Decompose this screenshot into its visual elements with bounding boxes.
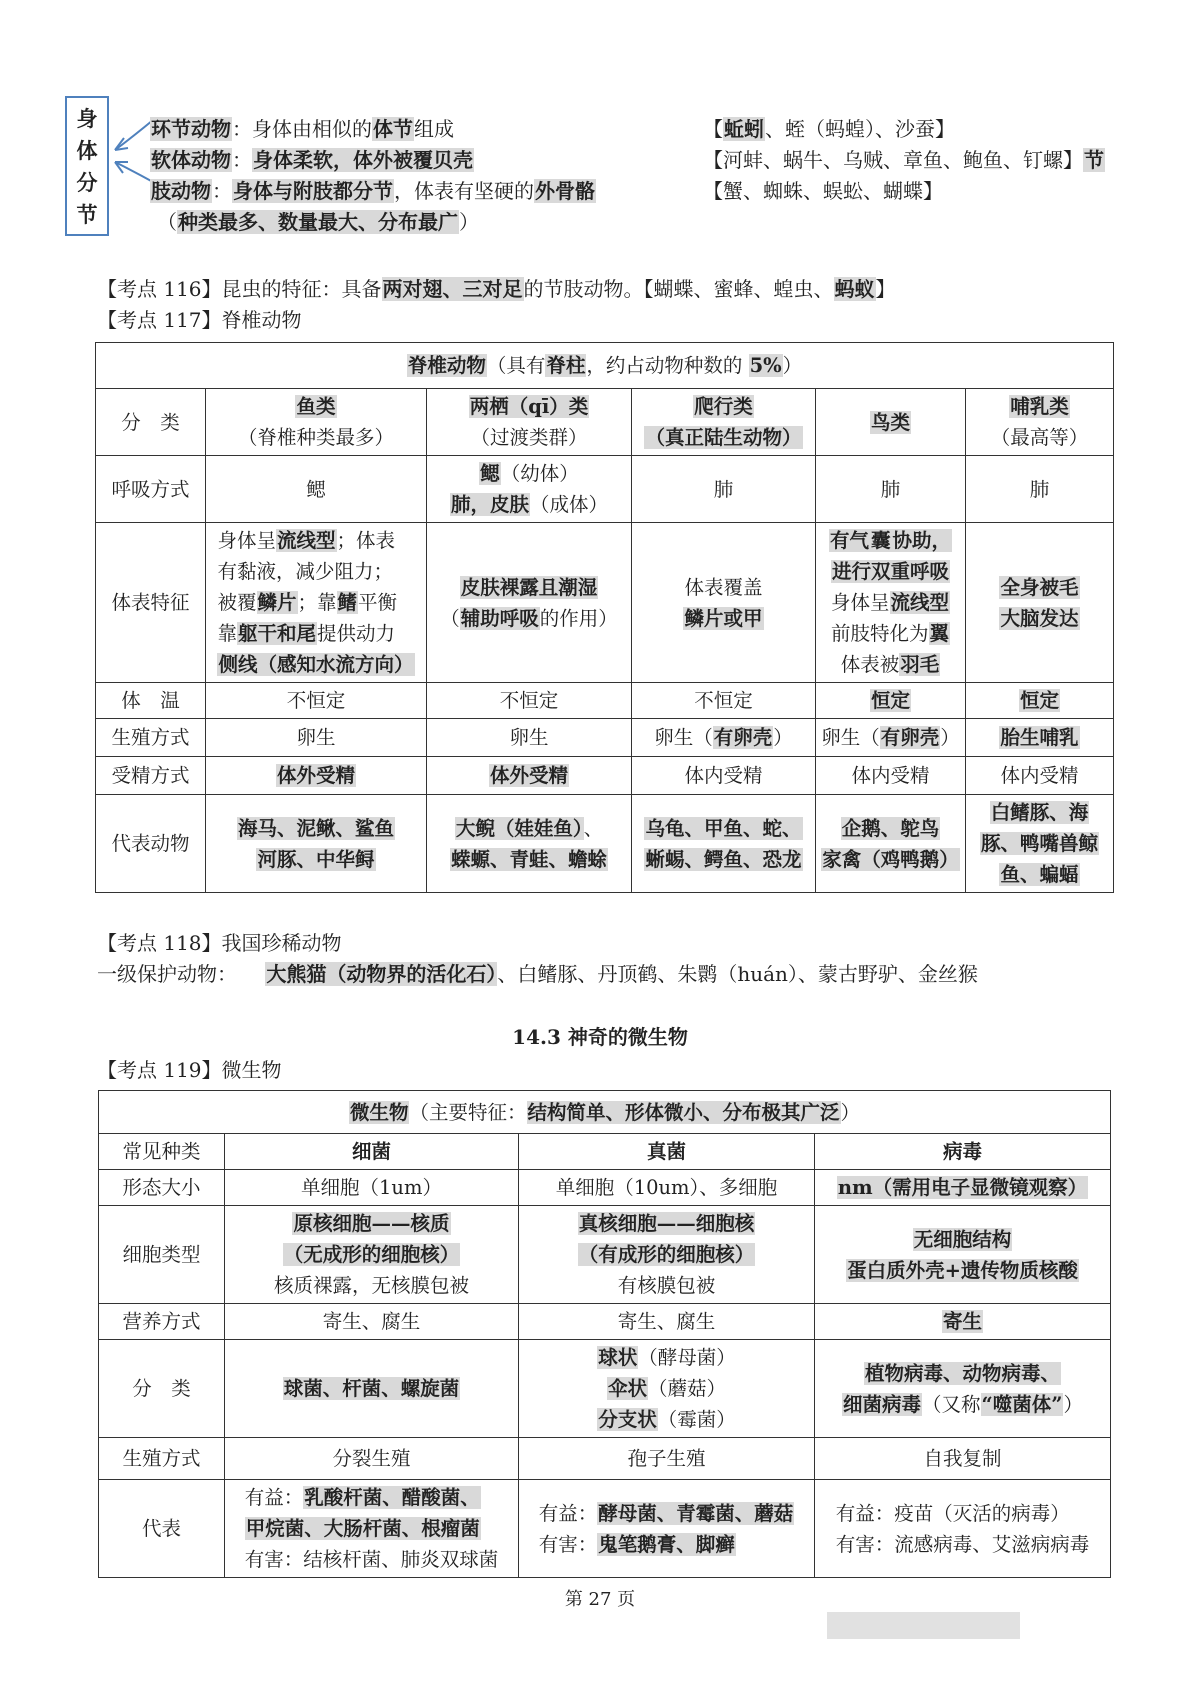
annelid-line — [150, 113, 454, 142]
table-row — [96, 757, 1114, 795]
title-part: 微生物 — [349, 1100, 409, 1124]
amphibian-breath — [427, 456, 632, 523]
bird-repro — [816, 719, 966, 757]
cell-part: 流线型 — [890, 591, 950, 614]
grey-bar — [827, 1612, 1020, 1639]
arthropod-line — [150, 175, 596, 204]
mammal-name: 哺乳类 — [1010, 395, 1069, 418]
protected-key: 大熊猫（动物界的活化石） — [266, 962, 497, 986]
fungi-nutrition: 寄生、腐生 — [519, 1304, 815, 1340]
cell-part: （霉菌） — [657, 1408, 736, 1431]
bird-breath: 肺 — [816, 456, 966, 523]
arthropod-desc-b: ，体表有坚硬的 — [394, 179, 534, 203]
cell-part: 分支状 — [598, 1408, 657, 1431]
cell-part: 鳃 — [480, 462, 500, 485]
table-row — [99, 1091, 1111, 1134]
amphibian-temp: 不恒定 — [427, 683, 632, 719]
cell-part: 有卵壳 — [713, 726, 773, 749]
cell-part: 病毒 — [942, 1140, 982, 1163]
cell-part: 原核细胞——核质 — [293, 1212, 450, 1235]
fish-fert — [206, 757, 427, 795]
title-part: 结构简单、形体微小、分布极其广泛 — [527, 1100, 840, 1124]
fungi-repro: 孢子生殖 — [519, 1438, 815, 1480]
bird-fert: 体内受精 — [816, 757, 966, 795]
cell-part: 细菌病毒 — [843, 1392, 922, 1416]
reptile-fert: 体内受精 — [632, 757, 816, 795]
vertebrate-table — [95, 342, 1114, 893]
cell-part: 有气 — [829, 529, 869, 552]
fish-repro: 卵生 — [206, 719, 427, 757]
arthropod-name: 肢动物 — [151, 179, 211, 203]
microbe-table — [98, 1090, 1111, 1578]
row-label: 生殖方式 — [99, 1438, 225, 1480]
cell-part: （幼体） — [500, 462, 579, 485]
bacteria-repro: 分裂生殖 — [225, 1438, 519, 1480]
fish-temp: 不恒定 — [206, 683, 427, 719]
mammal-repro — [966, 719, 1114, 757]
table-row — [99, 1170, 1111, 1206]
table-row — [99, 1480, 1111, 1578]
cell-part: 靠 — [217, 622, 237, 645]
arthropod-note — [157, 206, 479, 235]
box-char: 节 — [76, 202, 98, 227]
cell-part: 海马、泥鳅、鲨鱼 — [237, 816, 394, 840]
protected-rest: 、白鳍豚、丹顶鹤、朱鹮（huán）、蒙古野驴、金丝猴 — [497, 962, 978, 986]
cell-part: 侧线（感知水流方向） — [218, 653, 414, 676]
title-part: 脊柱 — [546, 354, 586, 377]
bird-temp — [816, 683, 966, 719]
title-part: ，约占动物种数的 — [586, 354, 749, 377]
bacteria-rep — [225, 1480, 519, 1578]
cell-part: 乳酸杆菌、醋酸菌、 — [304, 1486, 480, 1509]
cell-part: 有益： — [244, 1486, 304, 1509]
mammal-fert: 体内受精 — [966, 757, 1114, 795]
cell-part: （有成形的细胞核） — [578, 1243, 755, 1266]
cell-part: 豚、鸭嘴兽鲸 — [980, 832, 1098, 855]
cell-part: 全身被毛 — [1000, 575, 1079, 599]
reptile-name: 爬行类 — [694, 395, 753, 418]
cell-part: 植物病毒、动物病毒、 — [864, 1361, 1060, 1385]
cell-part: 蛋白质外壳+遗传物质核酸 — [847, 1258, 1078, 1282]
amphibian-note: （过渡类群） — [470, 426, 588, 449]
kp118-text: 我国珍稀动物 — [221, 931, 342, 955]
cell-part: 恒定 — [870, 689, 910, 712]
cell-part: 有害： — [538, 1532, 598, 1556]
mollusk-examples-text: 【河蚌、蜗牛、乌贼、章鱼、鲍鱼、钉螺】 — [703, 148, 1083, 172]
kp117-line — [97, 304, 302, 333]
kp119-line — [97, 1054, 282, 1083]
microbe-title — [99, 1091, 1111, 1134]
row-label: 体表特征 — [96, 523, 206, 683]
kp117-label: 【考点 117】 — [97, 308, 222, 332]
kp117-text: 脊椎动物 — [221, 308, 302, 332]
cell-part: ） — [940, 726, 960, 749]
kp116-key2: 蚂蚁 — [834, 277, 875, 301]
fungi-cell — [519, 1206, 815, 1304]
fungi-name — [519, 1134, 815, 1170]
fish-body — [206, 523, 427, 683]
cell-part: 胎生哺乳 — [1000, 726, 1079, 749]
virus-size — [815, 1170, 1111, 1206]
cell-part: 有益：疫苗（灭活的病毒） — [835, 1501, 1070, 1525]
row-label: 代表动物 — [96, 795, 206, 893]
reptile-breath: 肺 — [632, 456, 816, 523]
reptile-note: （真正陆生动物） — [645, 426, 802, 449]
table-row — [96, 343, 1114, 389]
virus-cell — [815, 1206, 1111, 1304]
cell-part: 协助， — [892, 529, 952, 552]
mammal-rep — [966, 795, 1114, 893]
title-part: （主要特征： — [409, 1100, 527, 1124]
cell-part: 体外受精 — [489, 764, 568, 787]
reptile-rep — [632, 795, 816, 893]
cell-part: 被覆 — [217, 591, 257, 614]
fungi-size: 单细胞（10um）、多细胞 — [519, 1170, 815, 1206]
vertebrate-title — [96, 343, 1114, 389]
amphibian-name: 两栖（qī）类 — [469, 395, 589, 418]
cell-part: （又称 — [922, 1392, 981, 1416]
row-label: 常见种类 — [99, 1134, 225, 1170]
cell-part: 河豚、中华鲟 — [257, 847, 375, 871]
amphibian-body — [427, 523, 632, 683]
cell-part: （酵母菌） — [638, 1346, 736, 1369]
cell-part: 体外受精 — [276, 764, 355, 787]
cell-part: 无细胞结构 — [913, 1227, 1012, 1251]
row-label: 生殖方式 — [96, 719, 206, 757]
amphibian-repro: 卵生 — [427, 719, 632, 757]
cell-part: 酵母菌、青霉菌、蘑菇 — [598, 1501, 794, 1525]
virus-rep — [815, 1480, 1111, 1578]
cell-part: 有黏液，减少阻力； — [217, 560, 393, 583]
cell-part: 鳞片 — [257, 591, 297, 614]
bird-body — [816, 523, 966, 683]
cell-part: 辅助呼吸 — [460, 606, 539, 630]
cell-part: 白鳍豚、海 — [990, 801, 1089, 824]
cell-part: nm（需用电子显微镜观察） — [837, 1176, 1088, 1199]
cell-part: 有核膜包被 — [617, 1274, 716, 1297]
cell-part: 球菌、杆菌、螺旋菌 — [283, 1377, 460, 1400]
cell-part: 体表覆盖 — [684, 575, 763, 599]
table-row — [99, 1304, 1111, 1340]
reptile-header — [632, 389, 816, 456]
cell-part: （ — [440, 606, 460, 630]
cell-part: 有益： — [538, 1501, 598, 1525]
cell-part: 有害：结核杆菌、肺炎双球菌 — [244, 1548, 499, 1571]
kp118-label: 【考点 118】 — [97, 931, 222, 955]
kp119-text: 微生物 — [221, 1058, 282, 1082]
protected-label: 一级保护动物： — [97, 962, 237, 986]
mammal-note: （最高等） — [990, 426, 1089, 449]
cell-part: 寄生 — [942, 1310, 982, 1333]
title-part: 5% — [749, 354, 782, 377]
cell-part: 进行双重呼吸 — [831, 560, 949, 583]
cell-part: 翼 — [929, 622, 950, 645]
cell-part: 平衡 — [358, 591, 398, 614]
cell-part: 蝾螈、青蛙、蟾蜍 — [450, 847, 607, 871]
table-row — [96, 456, 1114, 523]
cell-part: 大脑发达 — [1000, 606, 1079, 630]
table-row — [99, 1134, 1111, 1170]
virus-class — [815, 1340, 1111, 1438]
table-row — [96, 523, 1114, 683]
kp116-label: 【考点 116】 — [97, 277, 222, 301]
row-label: 分 类 — [96, 389, 206, 456]
cell-part: 的作用） — [539, 606, 618, 630]
cell-part: 企鹅、鸵鸟 — [841, 816, 940, 840]
table-row — [96, 389, 1114, 456]
title-part: （具有 — [486, 354, 546, 377]
bacteria-nutrition: 寄生、腐生 — [225, 1304, 519, 1340]
cell-part: 肺，皮肤 — [450, 493, 529, 516]
box-char: 体 — [76, 138, 98, 163]
cell-part: 恒定 — [1019, 689, 1059, 712]
virus-nutrition — [815, 1304, 1111, 1340]
cell-part: 皮肤裸露且潮湿 — [460, 575, 598, 599]
row-label: 体 温 — [96, 683, 206, 719]
table-row — [96, 683, 1114, 719]
mammal-body — [966, 523, 1114, 683]
arthropod-examples: 【蟹、蜘蛛、蜈蚣、蝴蝶】 — [703, 179, 943, 203]
row-label: 代表 — [99, 1480, 225, 1578]
cell-part: 乌龟、甲鱼、蛇、 — [645, 816, 802, 840]
table-row — [99, 1340, 1111, 1438]
kp116-text: 昆虫的特征：具备 — [221, 277, 382, 301]
cell-part: 提供动力 — [317, 622, 396, 645]
cell-part: 鱼、蝙蝠 — [1000, 863, 1079, 886]
cell-part: 鳞片或甲 — [684, 606, 763, 630]
annelid-examples: 【蚯蚓、蛭（蚂蝗）、沙蚕】 — [703, 117, 955, 141]
row-label: 营养方式 — [99, 1304, 225, 1340]
virus-name — [815, 1134, 1111, 1170]
kp116-text-b: 的节肢动物。【蝴蝶、蜜蜂、蝗虫、 — [523, 277, 834, 301]
mammal-temp — [966, 683, 1114, 719]
bacteria-name — [225, 1134, 519, 1170]
reptile-body — [632, 523, 816, 683]
fungi-rep — [519, 1480, 815, 1578]
kp118-line — [97, 927, 342, 956]
cell-part: （无成形的细胞核） — [283, 1243, 460, 1266]
table-row — [96, 795, 1114, 893]
arthropod-key: 外骨骼 — [535, 179, 595, 203]
cell-part: 甲烷菌、大肠杆菌、根瘤菌 — [245, 1517, 480, 1540]
cell-part: 细菌 — [351, 1140, 391, 1163]
title-part: 脊椎动物 — [407, 354, 486, 377]
kp116-line — [97, 273, 896, 302]
cell-part: 核质裸露，无核膜包被 — [273, 1274, 469, 1297]
cell-part: 前肢特化为 — [830, 622, 929, 645]
fish-note: （脊椎种类最多） — [237, 426, 394, 449]
annelid-key: 体节 — [373, 117, 413, 141]
bird-rep — [816, 795, 966, 893]
cell-part: （成体） — [530, 493, 609, 516]
bacteria-size: 单细胞（1um） — [225, 1170, 519, 1206]
annelid-name: 环节动物 — [151, 117, 231, 141]
mollusk-examples — [703, 144, 1105, 173]
bird-header — [816, 389, 966, 456]
cell-part: 身体呈 — [830, 591, 890, 614]
cell-part: 家禽（鸡鸭鹅） — [822, 847, 959, 871]
kp116-text-c: 】 — [875, 277, 896, 301]
body-segment-box — [65, 96, 109, 236]
cell-part: 体表被 — [840, 653, 900, 676]
annelid-desc-end: 组成 — [414, 117, 454, 141]
amphibian-header — [427, 389, 632, 456]
row-label: 受精方式 — [96, 757, 206, 795]
bacteria-class — [225, 1340, 519, 1438]
fungi-class — [519, 1340, 815, 1438]
title-part: ） — [782, 354, 803, 377]
kp118-protected — [97, 958, 978, 987]
page-number: 第 27 页 — [564, 1589, 636, 1610]
cell-part: ；体表 — [336, 529, 396, 552]
mollusk-desc: 身体柔软，体外被覆贝壳 — [253, 148, 473, 172]
virus-repro: 自我复制 — [815, 1438, 1111, 1480]
cell-part: 躯干和尾 — [238, 622, 317, 645]
mammal-breath: 肺 — [966, 456, 1114, 523]
table-row — [99, 1206, 1111, 1304]
note-close: ） — [459, 210, 479, 234]
row-label: 呼吸方式 — [96, 456, 206, 523]
fish-header — [206, 389, 427, 456]
note-open: （ — [157, 210, 177, 234]
cell-part: 、 — [583, 816, 604, 840]
cell-part: ；靠 — [297, 591, 337, 614]
mollusk-line — [150, 144, 474, 173]
arthropod-desc: 身体与附肢都分节 — [233, 179, 393, 203]
section-title: 14.3 神奇的微生物 — [512, 1025, 688, 1049]
cell-part: 球状 — [598, 1346, 638, 1369]
cell-part: 鬼笔鹅膏、脚癣 — [598, 1532, 735, 1556]
cell-part: ） — [773, 726, 793, 749]
cell-part: 囊 — [870, 529, 891, 552]
arthropod-colon: ： — [212, 179, 232, 203]
fish-rep — [206, 795, 427, 893]
cell-part: 身体呈 — [217, 529, 276, 552]
box-char: 身 — [76, 106, 98, 131]
cell-part: 真核细胞——细胞核 — [578, 1212, 755, 1235]
fish-name: 鱼类 — [296, 395, 336, 418]
table-row — [96, 719, 1114, 757]
bird-name: 鸟类 — [870, 410, 910, 434]
cell-part: 鳍 — [337, 591, 358, 614]
cell-part: 有害：流感病毒、艾滋病病毒 — [835, 1532, 1090, 1556]
arthropod-note-text: 种类最多、数量最大、分布最广 — [178, 210, 458, 234]
cell-part: 大鲵（娃娃鱼） — [455, 816, 583, 840]
cell-part: 卵生（ — [654, 726, 713, 749]
row-label: 细胞类型 — [99, 1206, 225, 1304]
table-row — [99, 1438, 1111, 1480]
cell-part: 羽毛 — [900, 653, 940, 676]
cell-part: 伞状 — [607, 1377, 647, 1400]
amphibian-fert — [427, 757, 632, 795]
cell-part: 流线型 — [277, 529, 336, 552]
cell-part: ） — [1063, 1392, 1083, 1416]
mollusk-colon: ： — [232, 148, 252, 172]
mammal-header — [966, 389, 1114, 456]
kp119-label: 【考点 119】 — [97, 1058, 222, 1082]
reptile-repro — [632, 719, 816, 757]
mollusk-tail: 节 — [1084, 148, 1104, 172]
bacteria-cell — [225, 1206, 519, 1304]
amphibian-rep — [427, 795, 632, 893]
cell-part: 蜥蜴、鳄鱼、恐龙 — [645, 847, 802, 871]
annelid-desc: ：身体由相似的 — [232, 117, 372, 141]
fish-breath: 鳃 — [206, 456, 427, 523]
cell-part: 卵生（ — [821, 726, 880, 749]
row-label: 分 类 — [99, 1340, 225, 1438]
row-label: 形态大小 — [99, 1170, 225, 1206]
title-part: ） — [840, 1100, 861, 1124]
box-char: 分 — [76, 170, 98, 195]
cell-part: 有卵壳 — [880, 726, 940, 749]
cell-part: 真菌 — [646, 1140, 686, 1163]
reptile-temp: 不恒定 — [632, 683, 816, 719]
kp116-key: 两对翅、三对足 — [382, 277, 523, 301]
cell-part: （蘑菇） — [648, 1377, 727, 1400]
cell-part: “噬菌体” — [981, 1392, 1063, 1416]
mollusk-name: 软体动物 — [151, 148, 231, 172]
